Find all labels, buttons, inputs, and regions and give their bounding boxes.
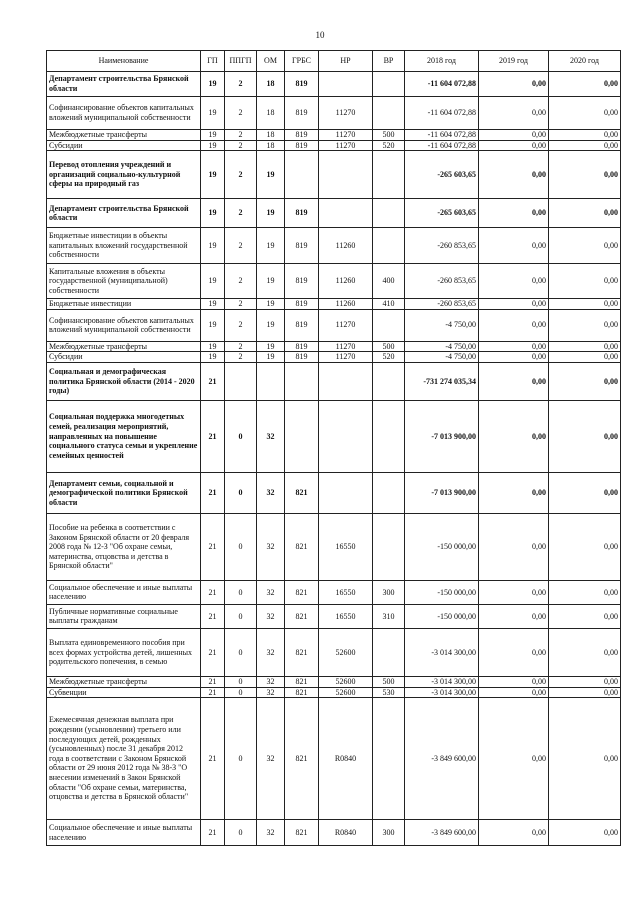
amount-2019-cell: 0,00 <box>479 400 549 472</box>
header-2020: 2020 год <box>549 51 621 72</box>
vr-cell <box>373 362 405 400</box>
amount-2018-cell: -4 750,00 <box>405 352 479 363</box>
header-ppgp: ППГП <box>225 51 257 72</box>
nr-cell: R0840 <box>319 698 373 820</box>
amount-2018-cell: -4 750,00 <box>405 309 479 341</box>
ppgp-cell: 2 <box>225 264 257 299</box>
table-row <box>47 352 621 363</box>
nr-cell: 11270 <box>319 97 373 130</box>
vr-cell: 520 <box>373 140 405 151</box>
table-row <box>47 97 621 130</box>
amount-2019-cell: 0,00 <box>479 513 549 580</box>
amount-2018-cell: -11 604 072,88 <box>405 97 479 130</box>
amount-2019-cell: 0,00 <box>479 72 549 97</box>
grbs-cell: 821 <box>285 628 319 676</box>
ppgp-cell: 2 <box>225 309 257 341</box>
header-name: Наименование <box>47 51 201 72</box>
vr-cell <box>373 72 405 97</box>
table-row <box>47 698 621 820</box>
name-cell: Социальное обеспечение и иные выплаты населению <box>47 820 201 846</box>
nr-cell <box>319 199 373 228</box>
amount-2018-cell: -260 853,65 <box>405 299 479 310</box>
amount-2019-cell: 0,00 <box>479 264 549 299</box>
vr-cell <box>373 513 405 580</box>
gp-cell: 19 <box>201 199 225 228</box>
vr-cell: 500 <box>373 676 405 687</box>
amount-2020-cell: 0,00 <box>549 130 621 141</box>
gp-cell: 21 <box>201 628 225 676</box>
name-cell: Департамент строительства Брянской области <box>47 72 201 97</box>
amount-2020-cell: 0,00 <box>549 400 621 472</box>
amount-2020-cell: 0,00 <box>549 228 621 264</box>
om-cell: 19 <box>257 264 285 299</box>
vr-cell <box>373 698 405 820</box>
amount-2020-cell: 0,00 <box>549 97 621 130</box>
amount-2020-cell: 0,00 <box>549 676 621 687</box>
ppgp-cell: 2 <box>225 341 257 352</box>
vr-cell: 300 <box>373 820 405 846</box>
name-cell: Субвенции <box>47 687 201 698</box>
nr-cell: 16550 <box>319 580 373 604</box>
name-cell: Департамент семьи, социальной и демографической политики Брянской области <box>47 472 201 513</box>
table-row <box>47 604 621 628</box>
amount-2020-cell: 0,00 <box>549 309 621 341</box>
grbs-cell: 821 <box>285 820 319 846</box>
amount-2019-cell: 0,00 <box>479 140 549 151</box>
table-row <box>47 72 621 97</box>
table-row <box>47 580 621 604</box>
grbs-cell: 821 <box>285 604 319 628</box>
ppgp-cell: 2 <box>225 140 257 151</box>
grbs-cell: 819 <box>285 309 319 341</box>
name-cell: Публичные нормативные социальные выплаты гражданам <box>47 604 201 628</box>
om-cell: 19 <box>257 228 285 264</box>
ppgp-cell: 0 <box>225 400 257 472</box>
amount-2020-cell: 0,00 <box>549 341 621 352</box>
grbs-cell: 819 <box>285 352 319 363</box>
gp-cell: 19 <box>201 140 225 151</box>
om-cell: 32 <box>257 628 285 676</box>
nr-cell: R0840 <box>319 820 373 846</box>
nr-cell: 11270 <box>319 341 373 352</box>
amount-2019-cell: 0,00 <box>479 676 549 687</box>
om-cell <box>257 362 285 400</box>
table-row <box>47 472 621 513</box>
om-cell: 32 <box>257 513 285 580</box>
nr-cell: 52600 <box>319 628 373 676</box>
amount-2018-cell: -3 849 600,00 <box>405 698 479 820</box>
grbs-cell <box>285 362 319 400</box>
amount-2018-cell: -260 853,65 <box>405 264 479 299</box>
table-row <box>47 151 621 199</box>
gp-cell: 21 <box>201 400 225 472</box>
table-row <box>47 299 621 310</box>
ppgp-cell: 2 <box>225 199 257 228</box>
amount-2020-cell: 0,00 <box>549 687 621 698</box>
amount-2020-cell: 0,00 <box>549 698 621 820</box>
nr-cell <box>319 72 373 97</box>
gp-cell: 21 <box>201 604 225 628</box>
amount-2018-cell: -3 014 300,00 <box>405 676 479 687</box>
grbs-cell: 819 <box>285 72 319 97</box>
amount-2018-cell: -3 014 300,00 <box>405 628 479 676</box>
nr-cell: 11270 <box>319 309 373 341</box>
nr-cell: 11260 <box>319 264 373 299</box>
name-cell: Межбюджетные трансферты <box>47 676 201 687</box>
gp-cell: 21 <box>201 513 225 580</box>
vr-cell <box>373 97 405 130</box>
amount-2018-cell: -265 603,65 <box>405 151 479 199</box>
amount-2018-cell: -731 274 035,34 <box>405 362 479 400</box>
om-cell: 19 <box>257 151 285 199</box>
om-cell: 18 <box>257 72 285 97</box>
nr-cell <box>319 400 373 472</box>
vr-cell: 520 <box>373 352 405 363</box>
table-row <box>47 140 621 151</box>
amount-2018-cell: -150 000,00 <box>405 580 479 604</box>
table-row <box>47 687 621 698</box>
amount-2019-cell: 0,00 <box>479 580 549 604</box>
name-cell: Капитальные вложения в объекты государственной (муниципальной) собственности <box>47 264 201 299</box>
gp-cell: 21 <box>201 687 225 698</box>
om-cell: 32 <box>257 580 285 604</box>
grbs-cell: 821 <box>285 472 319 513</box>
nr-cell <box>319 151 373 199</box>
nr-cell <box>319 472 373 513</box>
ppgp-cell: 0 <box>225 676 257 687</box>
page-number: 10 <box>315 30 325 40</box>
name-cell: Социальное обеспечение и иные выплаты населению <box>47 580 201 604</box>
vr-cell: 410 <box>373 299 405 310</box>
gp-cell: 21 <box>201 580 225 604</box>
amount-2019-cell: 0,00 <box>479 604 549 628</box>
om-cell: 32 <box>257 687 285 698</box>
amount-2020-cell: 0,00 <box>549 362 621 400</box>
grbs-cell: 819 <box>285 130 319 141</box>
budget-table <box>46 50 621 846</box>
table-row <box>47 199 621 228</box>
name-cell: Ежемесячная денежная выплата при рождении (усыновлении) третьего или последующих детей, рожденных (усыновленных) после 31 декабря 2012 года в соответствии с Законом Брянской области от 29 июня 2012 года № 38-З "О внесении изменений в Закон Брянской области "Об охране семьи, материнства, отцовства и детства в Брянской области" <box>47 698 201 820</box>
table-row <box>47 628 621 676</box>
grbs-cell: 819 <box>285 228 319 264</box>
table-row <box>47 228 621 264</box>
amount-2020-cell: 0,00 <box>549 820 621 846</box>
nr-cell: 11270 <box>319 140 373 151</box>
amount-2018-cell: -3 849 600,00 <box>405 820 479 846</box>
grbs-cell: 819 <box>285 341 319 352</box>
vr-cell <box>373 472 405 513</box>
amount-2020-cell: 0,00 <box>549 199 621 228</box>
gp-cell: 19 <box>201 341 225 352</box>
header-2019: 2019 год <box>479 51 549 72</box>
amount-2020-cell: 0,00 <box>549 264 621 299</box>
name-cell: Межбюджетные трансферты <box>47 130 201 141</box>
amount-2020-cell: 0,00 <box>549 628 621 676</box>
om-cell: 32 <box>257 676 285 687</box>
ppgp-cell: 0 <box>225 513 257 580</box>
header-gp: ГП <box>201 51 225 72</box>
om-cell: 18 <box>257 140 285 151</box>
amount-2019-cell: 0,00 <box>479 362 549 400</box>
nr-cell: 11270 <box>319 352 373 363</box>
amount-2020-cell: 0,00 <box>549 513 621 580</box>
table-row <box>47 309 621 341</box>
grbs-cell: 821 <box>285 687 319 698</box>
ppgp-cell: 0 <box>225 628 257 676</box>
ppgp-cell: 2 <box>225 72 257 97</box>
om-cell: 32 <box>257 400 285 472</box>
vr-cell <box>373 309 405 341</box>
grbs-cell: 821 <box>285 580 319 604</box>
om-cell: 18 <box>257 97 285 130</box>
name-cell: Выплата единовременного пособия при всех формах устройства детей, лишенных родительского попечения, в семью <box>47 628 201 676</box>
amount-2018-cell: -11 604 072,88 <box>405 130 479 141</box>
om-cell: 18 <box>257 130 285 141</box>
gp-cell: 19 <box>201 299 225 310</box>
grbs-cell: 821 <box>285 513 319 580</box>
amount-2019-cell: 0,00 <box>479 687 549 698</box>
nr-cell: 52600 <box>319 676 373 687</box>
amount-2018-cell: -4 750,00 <box>405 341 479 352</box>
vr-cell <box>373 400 405 472</box>
ppgp-cell: 2 <box>225 299 257 310</box>
vr-cell: 310 <box>373 604 405 628</box>
gp-cell: 21 <box>201 676 225 687</box>
amount-2019-cell: 0,00 <box>479 151 549 199</box>
ppgp-cell: 0 <box>225 580 257 604</box>
ppgp-cell: 0 <box>225 698 257 820</box>
amount-2020-cell: 0,00 <box>549 580 621 604</box>
grbs-cell: 819 <box>285 299 319 310</box>
amount-2020-cell: 0,00 <box>549 72 621 97</box>
ppgp-cell: 2 <box>225 352 257 363</box>
table-row <box>47 130 621 141</box>
amount-2020-cell: 0,00 <box>549 151 621 199</box>
name-cell: Софинансирование объектов капитальных вложений муниципальной собственности <box>47 309 201 341</box>
amount-2018-cell: -7 013 900,00 <box>405 400 479 472</box>
vr-cell: 530 <box>373 687 405 698</box>
amount-2018-cell: -150 000,00 <box>405 604 479 628</box>
ppgp-cell: 2 <box>225 130 257 141</box>
gp-cell: 19 <box>201 264 225 299</box>
amount-2019-cell: 0,00 <box>479 472 549 513</box>
amount-2018-cell: -150 000,00 <box>405 513 479 580</box>
name-cell: Социальная и демографическая политика Брянской области (2014 - 2020 годы) <box>47 362 201 400</box>
grbs-cell: 819 <box>285 97 319 130</box>
vr-cell <box>373 199 405 228</box>
nr-cell: 52600 <box>319 687 373 698</box>
name-cell: Софинансирование объектов капитальных вложений муниципальной собственности <box>47 97 201 130</box>
om-cell: 19 <box>257 199 285 228</box>
table-row <box>47 264 621 299</box>
table-row <box>47 400 621 472</box>
grbs-cell: 819 <box>285 199 319 228</box>
ppgp-cell <box>225 362 257 400</box>
vr-cell: 300 <box>373 580 405 604</box>
vr-cell <box>373 151 405 199</box>
amount-2019-cell: 0,00 <box>479 698 549 820</box>
amount-2018-cell: -260 853,65 <box>405 228 479 264</box>
amount-2020-cell: 0,00 <box>549 352 621 363</box>
amount-2018-cell: -11 604 072,88 <box>405 72 479 97</box>
ppgp-cell: 0 <box>225 687 257 698</box>
gp-cell: 21 <box>201 698 225 820</box>
amount-2018-cell: -11 604 072,88 <box>405 140 479 151</box>
om-cell: 19 <box>257 352 285 363</box>
name-cell: Субсидии <box>47 140 201 151</box>
ppgp-cell: 2 <box>225 97 257 130</box>
gp-cell: 19 <box>201 309 225 341</box>
table-row <box>47 362 621 400</box>
om-cell: 32 <box>257 820 285 846</box>
name-cell: Бюджетные инвестиции <box>47 299 201 310</box>
grbs-cell <box>285 151 319 199</box>
header-vr: ВР <box>373 51 405 72</box>
om-cell: 19 <box>257 341 285 352</box>
header-nr: НР <box>319 51 373 72</box>
nr-cell: 11260 <box>319 299 373 310</box>
gp-cell: 19 <box>201 228 225 264</box>
om-cell: 19 <box>257 299 285 310</box>
header-grbs: ГРБС <box>285 51 319 72</box>
amount-2019-cell: 0,00 <box>479 352 549 363</box>
amount-2019-cell: 0,00 <box>479 309 549 341</box>
om-cell: 32 <box>257 604 285 628</box>
gp-cell: 19 <box>201 72 225 97</box>
vr-cell <box>373 228 405 264</box>
amount-2019-cell: 0,00 <box>479 199 549 228</box>
table-body <box>47 72 621 846</box>
amount-2018-cell: -3 014 300,00 <box>405 687 479 698</box>
header-2018: 2018 год <box>405 51 479 72</box>
nr-cell <box>319 362 373 400</box>
amount-2020-cell: 0,00 <box>549 140 621 151</box>
vr-cell: 500 <box>373 130 405 141</box>
grbs-cell: 821 <box>285 676 319 687</box>
amount-2020-cell: 0,00 <box>549 472 621 513</box>
name-cell: Бюджетные инвестиции в объекты капитальных вложений государственной собственности <box>47 228 201 264</box>
amount-2019-cell: 0,00 <box>479 299 549 310</box>
amount-2018-cell: -7 013 900,00 <box>405 472 479 513</box>
amount-2018-cell: -265 603,65 <box>405 199 479 228</box>
amount-2019-cell: 0,00 <box>479 820 549 846</box>
vr-cell <box>373 628 405 676</box>
vr-cell: 400 <box>373 264 405 299</box>
gp-cell: 19 <box>201 352 225 363</box>
ppgp-cell: 0 <box>225 820 257 846</box>
table-row <box>47 820 621 846</box>
amount-2019-cell: 0,00 <box>479 228 549 264</box>
amount-2020-cell: 0,00 <box>549 299 621 310</box>
name-cell: Перевод отопления учреждений и организаций социально-культурной сферы на природный газ <box>47 151 201 199</box>
name-cell: Пособие на ребенка в соответствии с Законом Брянской области от 20 февраля 2008 года № 12-З "Об охране семьи, материнства, отцовства и детства в Брянской области" <box>47 513 201 580</box>
table-row <box>47 513 621 580</box>
name-cell: Межбюджетные трансферты <box>47 341 201 352</box>
grbs-cell: 819 <box>285 140 319 151</box>
grbs-cell: 821 <box>285 698 319 820</box>
om-cell: 19 <box>257 309 285 341</box>
name-cell: Социальная поддержка многодетных семей, реализация мероприятий, направленных на повышение социального статуса семьи и укрепление семейных ценностей <box>47 400 201 472</box>
grbs-cell: 819 <box>285 264 319 299</box>
amount-2019-cell: 0,00 <box>479 341 549 352</box>
amount-2019-cell: 0,00 <box>479 130 549 141</box>
gp-cell: 21 <box>201 820 225 846</box>
ppgp-cell: 2 <box>225 228 257 264</box>
nr-cell: 11260 <box>319 228 373 264</box>
gp-cell: 21 <box>201 472 225 513</box>
gp-cell: 21 <box>201 362 225 400</box>
gp-cell: 19 <box>201 97 225 130</box>
table-row <box>47 341 621 352</box>
amount-2020-cell: 0,00 <box>549 604 621 628</box>
name-cell: Субсидии <box>47 352 201 363</box>
om-cell: 32 <box>257 698 285 820</box>
vr-cell: 500 <box>373 341 405 352</box>
name-cell: Департамент строительства Брянской области <box>47 199 201 228</box>
ppgp-cell: 0 <box>225 604 257 628</box>
gp-cell: 19 <box>201 151 225 199</box>
gp-cell: 19 <box>201 130 225 141</box>
nr-cell: 16550 <box>319 513 373 580</box>
ppgp-cell: 2 <box>225 151 257 199</box>
grbs-cell <box>285 400 319 472</box>
om-cell: 32 <box>257 472 285 513</box>
header-om: ОМ <box>257 51 285 72</box>
nr-cell: 11270 <box>319 130 373 141</box>
table-row <box>47 676 621 687</box>
amount-2019-cell: 0,00 <box>479 628 549 676</box>
amount-2019-cell: 0,00 <box>479 97 549 130</box>
ppgp-cell: 0 <box>225 472 257 513</box>
nr-cell: 16550 <box>319 604 373 628</box>
table-header-row <box>47 51 621 72</box>
